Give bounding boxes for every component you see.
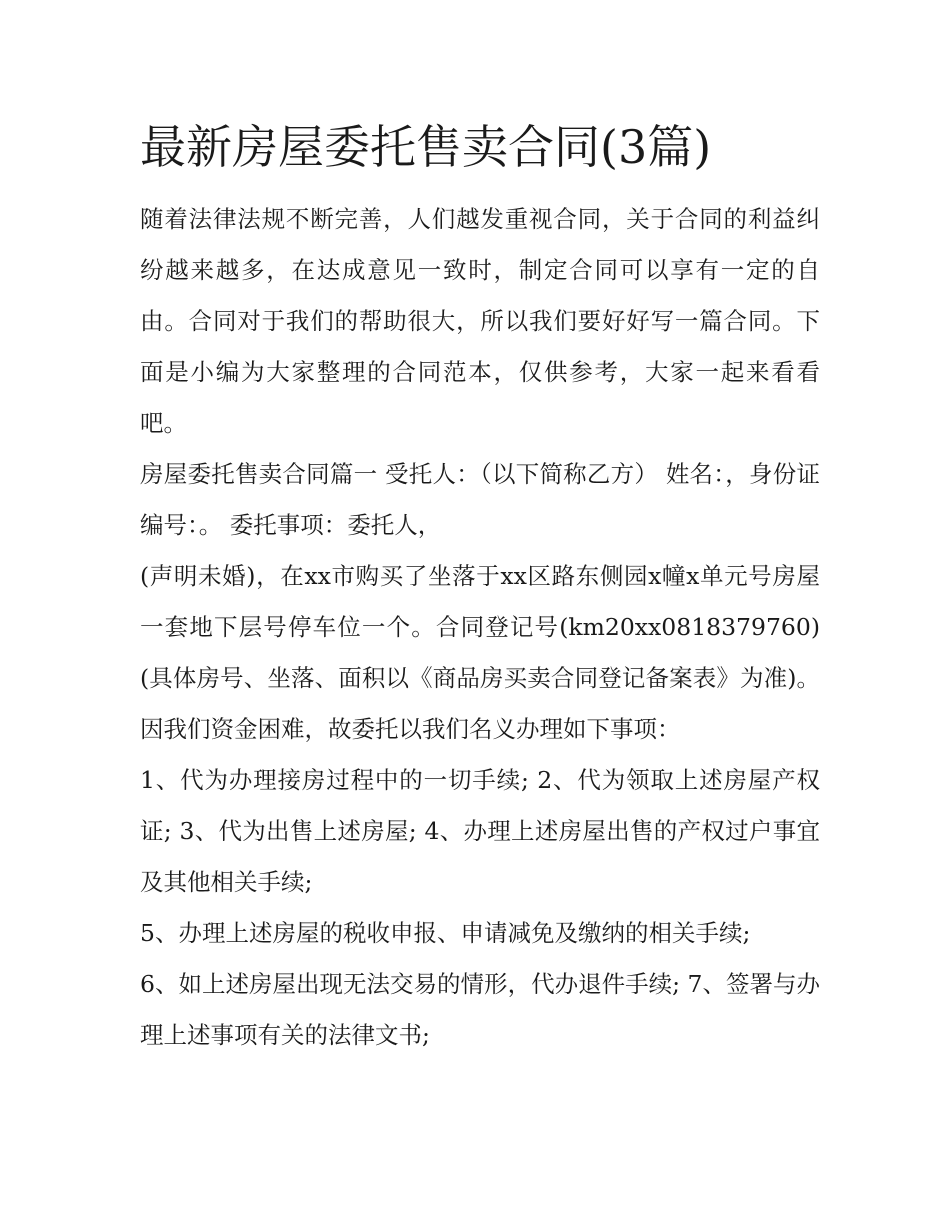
document-body xyxy=(140,194,820,1061)
items-6-7-paragraph: 6、如上述房屋出现无法交易的情形，代办退件手续; 7、签署与办理上述事项有关的法律文书; xyxy=(140,970,820,1049)
purchase-details-paragraph: (声明未婚)，在xx市购买了坐落于xx区路东侧园x幢x单元号房屋一套地下层号停车位一个。合同登记号(km20xx0818379760)(具体房号、坐落、面积以《商品房买卖合同登记备案表》为准)。因我们资金困难，故委托以我们名义办理如下事项： xyxy=(140,562,820,743)
contract-header-paragraph: 房屋委托售卖合同篇一 受托人：（以下简称乙方） 姓名：，身份证编号：。 委托事项：委托人， xyxy=(140,460,820,539)
document-title: 最新房屋委托售卖合同(3篇) xyxy=(140,120,712,174)
items-1-4-paragraph: 1、代为办理接房过程中的一切手续; 2、代为领取上述房屋产权证; 3、代为出售上述房屋; 4、办理上述房屋出售的产权过户事宜及其他相关手续; xyxy=(140,766,820,896)
document-page xyxy=(140,112,820,1061)
item-5-paragraph: 5、办理上述房屋的税收申报、申请减免及缴纳的相关手续; xyxy=(140,919,751,947)
intro-paragraph: 随着法律法规不断完善，人们越发重视合同，关于合同的利益纠纷越来越多，在达成意见一致时，制定合同可以享有一定的自由。合同对于我们的帮助很大，所以我们要好好写一篇合同。下面是小编为大家整理的合同范本，仅供参考，大家一起来看看吧。 xyxy=(140,205,820,437)
